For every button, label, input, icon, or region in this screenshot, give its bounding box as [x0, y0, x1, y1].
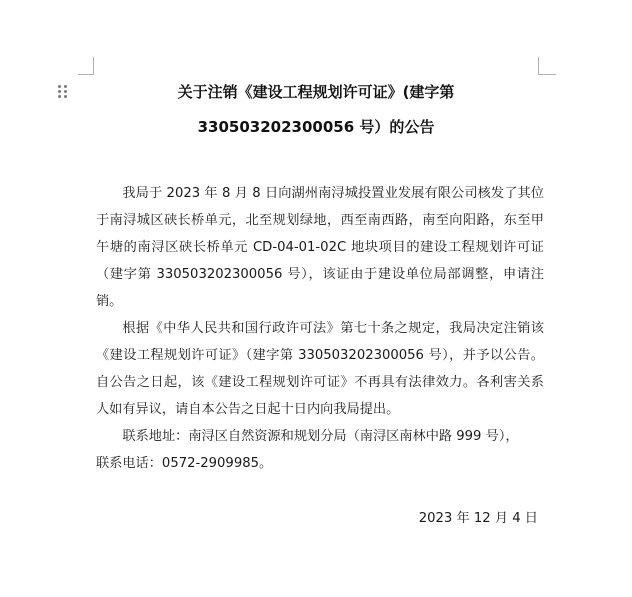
document-title-line-2: 330503202300056 号）的公告	[197, 118, 435, 136]
crop-mark-top-left	[78, 57, 94, 75]
paragraph-legal-basis: 根据《中华人民共和国行政许可法》第七十条之规定，我局决定注销该《建设工程规划许可证》（建字第 330503202300056 号），并予以公告。自公告之日起，该《建设工程规划许可证》不再具有法律效力。各利害关系人如有异议，请自本公告之日起十日内向我局提出。	[96, 321, 544, 417]
contact-phone: 联系电话：0572-2909985。	[96, 456, 273, 471]
paragraph-issuance: 我局于 2023 年 8 月 8 日向湖州南浔城投置业发展有限公司核发了其位于南浔城区硖长桥单元，北至规划绿地，西至南西路，南至向阳路，东至甲午塘的南浔区硖长桥单元 CD-04-01-02C 地块项目的建设工程规划许可证（建字第 330503202300056 号），该证由于建设单位局部调整，申请注销。	[96, 186, 544, 309]
document-body	[96, 180, 544, 477]
document-title-line-1: 关于注销《建设工程规划许可证》(建字第	[177, 83, 455, 101]
drag-handle-icon[interactable]	[58, 85, 68, 99]
signature-date: 2023 年 12 月 4 日	[418, 511, 538, 526]
paragraph-contact-address: 联系地址：南浔区自然资源和规划分局（南浔区南林中路 999 号），	[122, 429, 519, 444]
crop-mark-top-right	[538, 57, 556, 75]
